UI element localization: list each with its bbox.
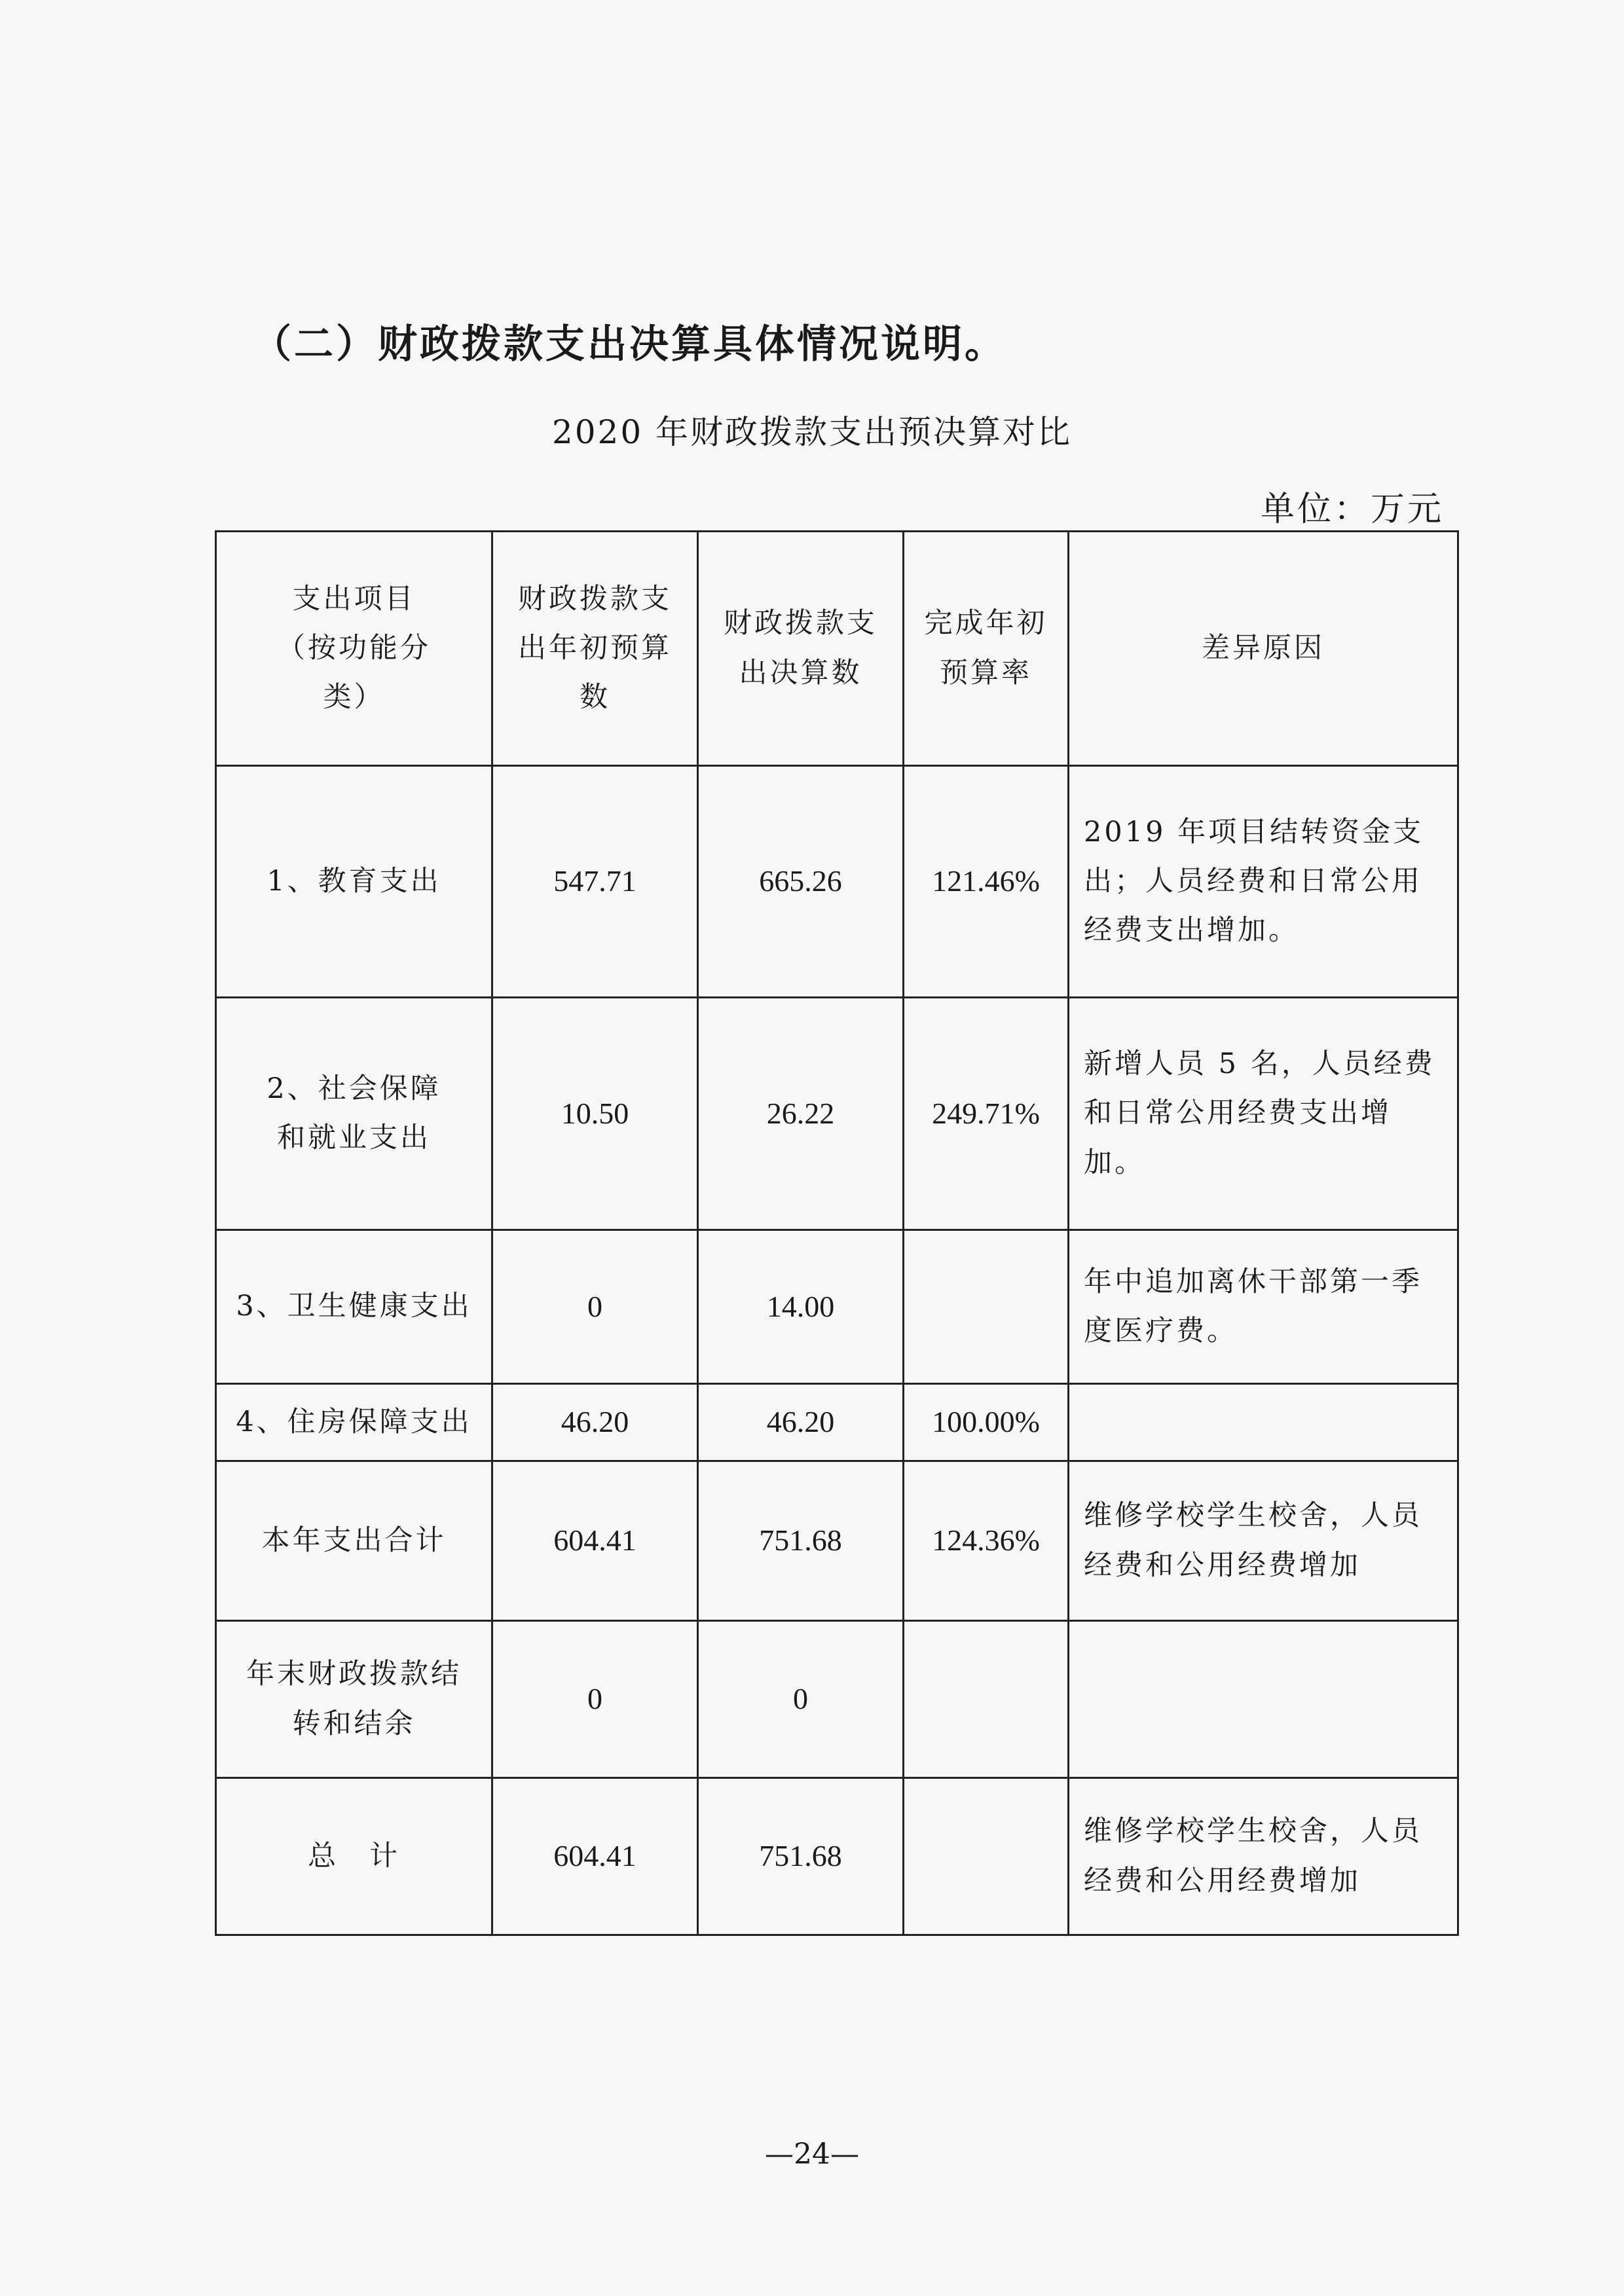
header-actual: 财政拨款支出决算数 — [698, 532, 904, 766]
row-budget: 604.41 — [492, 1778, 698, 1935]
row-reason: 维修学校学生校舍，人员经费和公用经费增加 — [1069, 1778, 1458, 1935]
row-rate — [904, 1230, 1069, 1384]
header-reason: 差异原因 — [1069, 532, 1458, 766]
row-item: 2、社会保障和就业支出 — [216, 998, 492, 1230]
row-rate: 100.00% — [904, 1384, 1069, 1461]
row-reason: 年中追加离休干部第一季度医疗费。 — [1069, 1230, 1458, 1384]
row-actual: 14.00 — [698, 1230, 904, 1384]
row-reason — [1069, 1621, 1458, 1778]
table-row — [216, 998, 1458, 1230]
row-item: 4、住房保障支出 — [216, 1384, 492, 1461]
row-budget: 547.71 — [492, 766, 698, 998]
row-budget: 604.41 — [492, 1461, 698, 1621]
header-budget: 财政拨款支出年初预算数 — [492, 532, 698, 766]
row-budget: 0 — [492, 1230, 698, 1384]
table-row — [216, 1778, 1458, 1935]
row-item: 年末财政拨款结转和结余 — [216, 1621, 492, 1778]
section-heading: （二）财政拨款支出决算具体情况说明。 — [252, 321, 1006, 367]
row-reason: 新增人员 5 名，人员经费和日常公用经费支出增加。 — [1069, 998, 1458, 1230]
table-row — [216, 1461, 1458, 1621]
row-reason: 维修学校学生校舍，人员经费和公用经费增加 — [1069, 1461, 1458, 1621]
unit-label: 单位：万元 — [1260, 490, 1444, 529]
row-actual: 0 — [698, 1621, 904, 1778]
row-budget: 46.20 — [492, 1384, 698, 1461]
row-rate: 121.46% — [904, 766, 1069, 998]
row-budget: 0 — [492, 1621, 698, 1778]
row-rate: 124.36% — [904, 1461, 1069, 1621]
table-row — [216, 1621, 1458, 1778]
row-reason — [1069, 1384, 1458, 1461]
row-actual: 665.26 — [698, 766, 904, 998]
row-budget: 10.50 — [492, 998, 698, 1230]
header-rate: 完成年初预算率 — [904, 532, 1069, 766]
row-rate — [904, 1621, 1069, 1778]
row-item: 1、教育支出 — [216, 766, 492, 998]
row-rate — [904, 1778, 1069, 1935]
row-reason: 2019 年项目结转资金支出；人员经费和日常公用经费支出增加。 — [1069, 766, 1458, 998]
table-row — [216, 766, 1458, 998]
header-item: 支出项目（按功能分类） — [216, 532, 492, 766]
row-actual: 751.68 — [698, 1778, 904, 1935]
row-rate: 249.71% — [904, 998, 1069, 1230]
table-header-row — [216, 532, 1458, 766]
page-number: —24— — [765, 2138, 859, 2171]
table-title: 2020 年财政拨款支出预决算对比 — [551, 413, 1073, 451]
budget-comparison-table — [215, 530, 1459, 1936]
row-item: 本年支出合计 — [216, 1461, 492, 1621]
row-item: 总 计 — [216, 1778, 492, 1935]
table-row — [216, 1230, 1458, 1384]
row-item: 3、卫生健康支出 — [216, 1230, 492, 1384]
row-actual: 26.22 — [698, 998, 904, 1230]
table-row — [216, 1384, 1458, 1461]
row-actual: 46.20 — [698, 1384, 904, 1461]
row-actual: 751.68 — [698, 1461, 904, 1621]
